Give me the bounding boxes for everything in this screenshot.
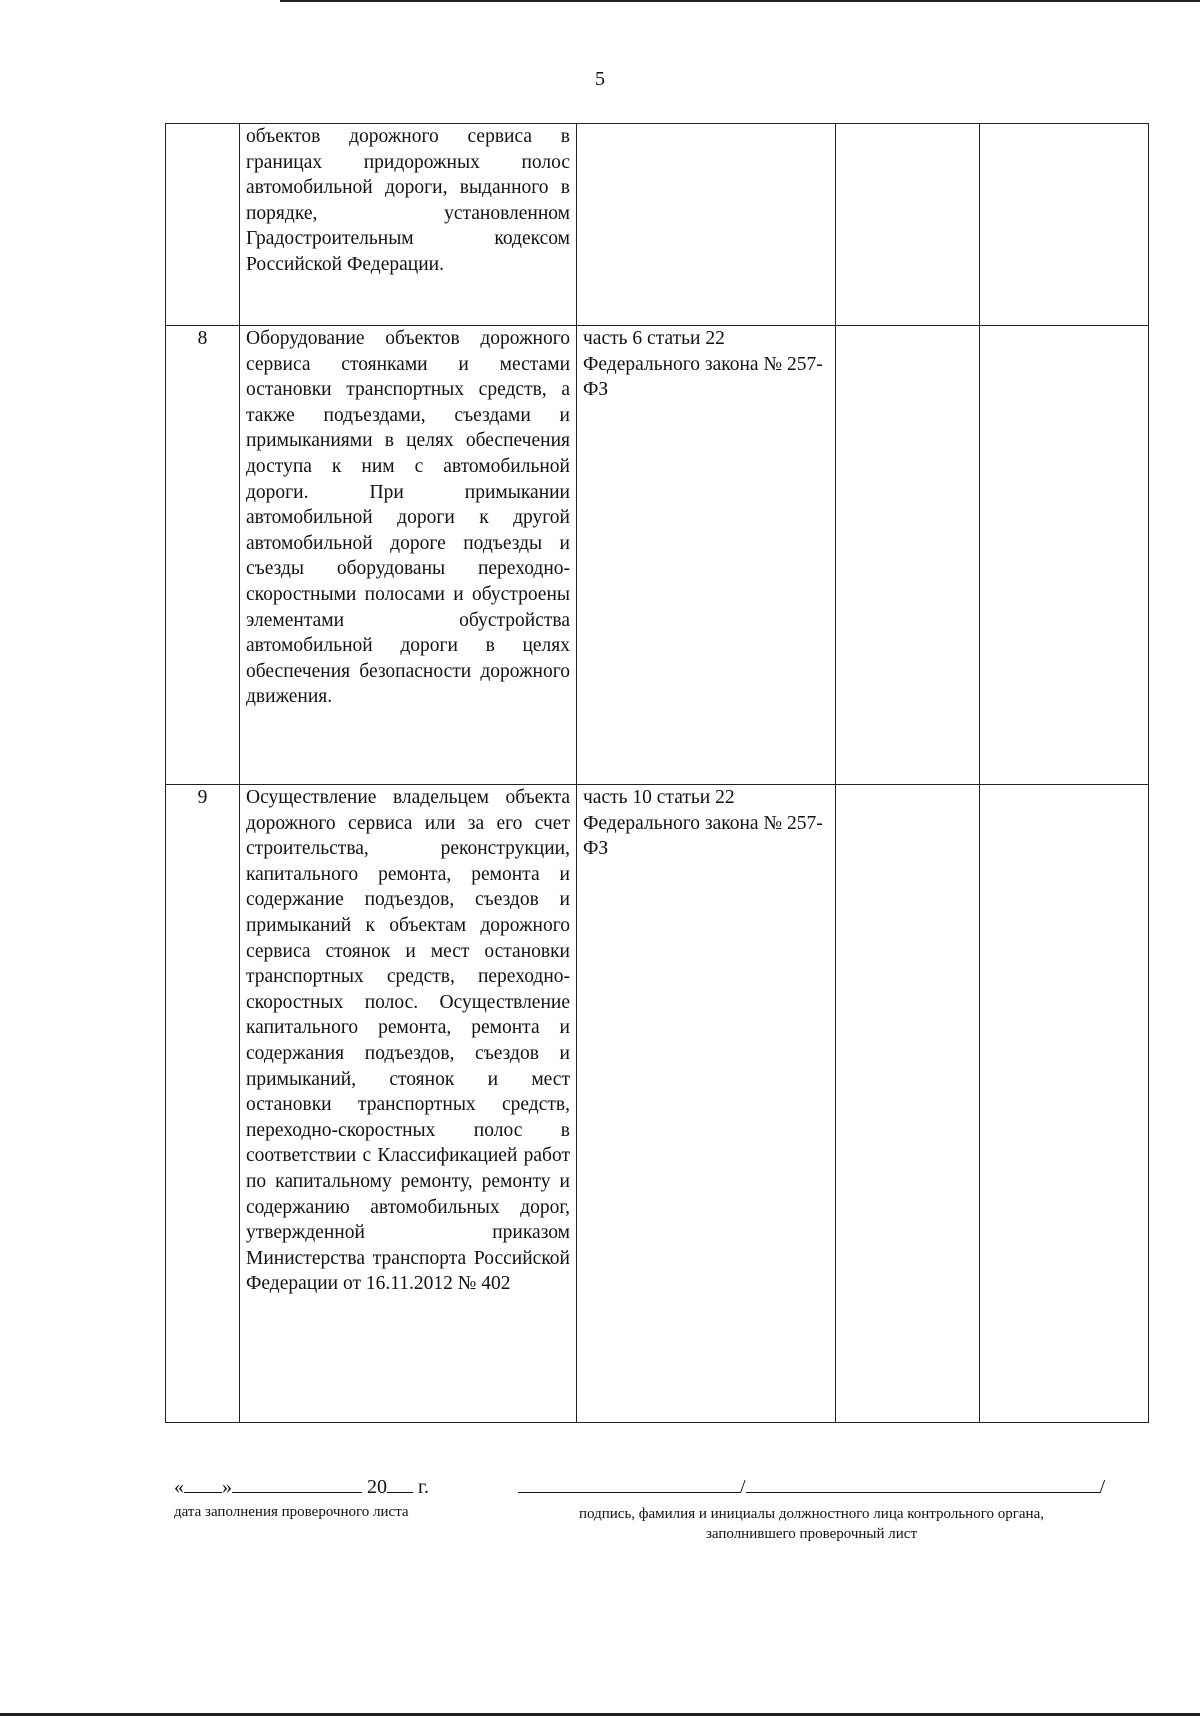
signature-caption-line: подпись, фамилия и инициалы должностного лица контрольного органа,: [579, 1506, 1044, 1522]
date-open-quote: «: [174, 1476, 184, 1498]
answer-cell: [836, 124, 980, 326]
legal-reference: [577, 124, 836, 326]
legal-reference: часть 10 статьи 22 Федерального закона № 257-ФЗ: [577, 785, 836, 1423]
signature-separator: /: [740, 1476, 746, 1498]
signature-separator-end: /: [1099, 1476, 1106, 1498]
checklist-table: [165, 123, 1149, 1423]
legal-reference: часть 6 статьи 22 Федерального закона № 257-ФЗ: [577, 326, 836, 785]
signature-caption: [518, 1504, 1105, 1544]
table-row: [166, 326, 1149, 785]
name-blank: [746, 1474, 1100, 1493]
year-prefix: 20: [367, 1476, 387, 1498]
top-border-line: [280, 0, 1200, 2]
signature-blank: [518, 1474, 740, 1493]
requirement-text: Оборудование объектов дорожного сервиса стоянками и местами остановки транспортных средств, а также подъездами, съездами и примыканиями в целях обеспечения доступа к ним с автомобильной дороги. При примыкании автомобильной дороги к другой автомобильной дороге подъезды и съезды оборудованы переходно-скоростными полосами и обустроены элементами обустройства автомобильной дороги в целях обеспечения безопасности дорожного движения.: [240, 326, 577, 785]
note-cell: [980, 326, 1149, 785]
year-blank: [387, 1474, 413, 1493]
row-number: 8: [166, 326, 240, 785]
signature-field: [518, 1474, 1105, 1499]
note-cell: [980, 124, 1149, 326]
day-blank: [184, 1474, 222, 1493]
row-number: [166, 124, 240, 326]
signature-caption-line: заполнившего проверочный лист: [705, 1526, 918, 1542]
fill-date-field: [174, 1474, 429, 1499]
bottom-border-line: [0, 1713, 1200, 1716]
date-close-quote: »: [222, 1476, 232, 1498]
requirement-text: объектов дорожного сервиса в границах придорожных полос автомобильной дороги, выданного в порядке, установленном Градостроительным кодексом Российской Федерации.: [240, 124, 577, 326]
table-row: [166, 124, 1149, 326]
answer-cell: [836, 326, 980, 785]
answer-cell: [836, 785, 980, 1423]
month-blank: [232, 1474, 362, 1493]
table-row: [166, 785, 1149, 1423]
row-number: 9: [166, 785, 240, 1423]
date-caption: дата заполнения проверочного листа: [174, 1504, 409, 1520]
requirement-text: Осуществление владельцем объекта дорожного сервиса или за его счет строительства, реконструкции, капитального ремонта, ремонта и содержание подъездов, съездов и примыканий к объектам дорожного сервиса стоянок и мест остановки транспортных средств, переходно-скоростных полос. Осуществление капитального ремонта, ремонта и содержания подъездов, съездов и примыканий, стоянок и мест остановки транспортных средств, переходно-скоростных полос в соответствии с Классификацией работ по капитальному ремонту, ремонту и содержанию автомобильных дорог, утвержденной приказом Министерства транспорта Российской Федерации от 16.11.2012 № 402: [240, 785, 577, 1423]
page-number: 5: [595, 68, 605, 90]
year-suffix: г.: [418, 1476, 429, 1498]
note-cell: [980, 785, 1149, 1423]
